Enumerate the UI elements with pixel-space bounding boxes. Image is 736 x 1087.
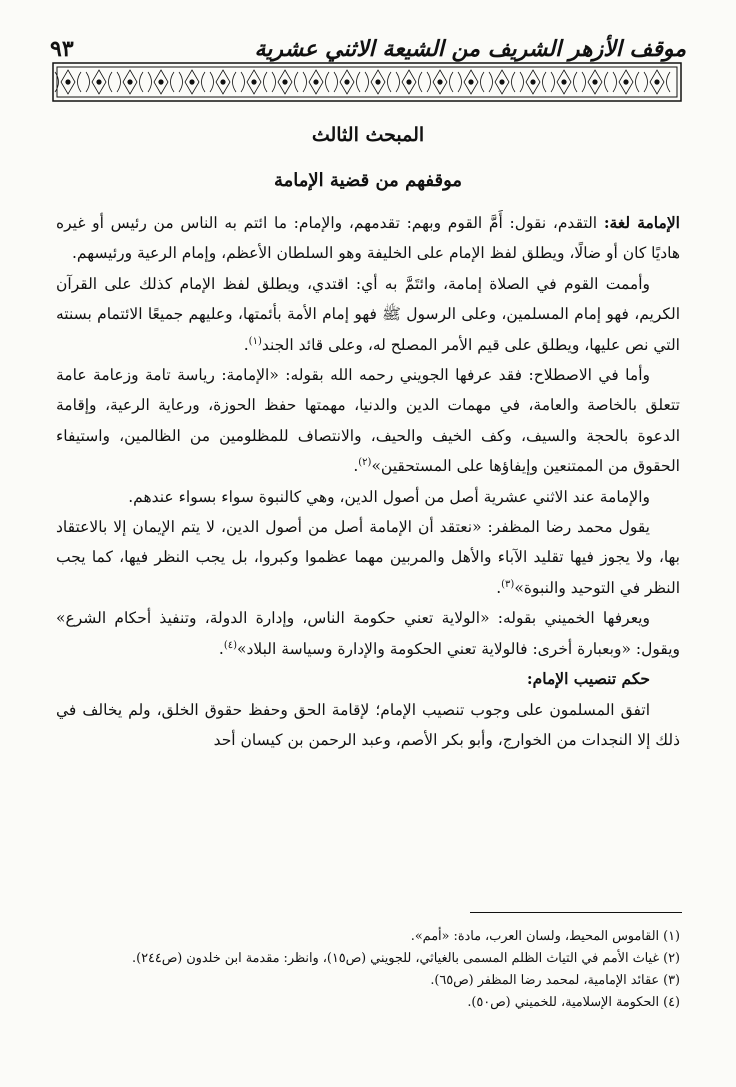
footnote-divider bbox=[470, 912, 682, 913]
ornament-dot bbox=[624, 80, 628, 84]
ornament-dot bbox=[500, 80, 504, 84]
subheading-imam-appointment: حكم تنصيب الإمام: bbox=[526, 669, 650, 689]
ornament-dot bbox=[469, 80, 473, 84]
ornament-dot bbox=[376, 80, 380, 84]
book-title: موقف الأزهر الشريف من الشيعة الاثني عشرية bbox=[254, 36, 686, 62]
body-text bbox=[56, 208, 680, 755]
paragraph-muzaffar-quote bbox=[56, 512, 680, 603]
ornament-dot bbox=[159, 80, 163, 84]
ornament-dot bbox=[345, 80, 349, 84]
ornament-dot bbox=[407, 80, 411, 84]
ornament-dot bbox=[221, 80, 225, 84]
decorative-border-ornament bbox=[52, 62, 682, 102]
paragraph-text: . bbox=[243, 335, 249, 354]
ornament-dot bbox=[252, 80, 256, 84]
running-header bbox=[50, 26, 686, 60]
term-label: الإمامة لغة: bbox=[603, 213, 680, 232]
footnote-3: (٣) عقائد الإمامية، لمحمد رضا المظفر (ص٦٥). bbox=[430, 973, 680, 988]
section-subtitle: موقفهم من قضية الإمامة bbox=[273, 170, 463, 191]
footnote-ref-3[interactable]: (٣) bbox=[501, 578, 515, 590]
ornament-dot bbox=[190, 80, 194, 84]
paragraph-text: يقول محمد رضا المظفر: «نعتقد أن الإمامة أصل من أصول الدين، لا يتم الإيمان إلا بالاعتقاد بها، ولا يجوز فيها تقليد الآباء والأهل والمربين مهما عظموا وكبروا، بل يجب النظر فيها، كما يجب النظر في التوحيد والنبوة» bbox=[56, 518, 680, 597]
ornament-dot bbox=[283, 80, 287, 84]
ornament-dot bbox=[128, 80, 132, 84]
paragraph-text: التقدم، نقول: أَمَّ القوم وبهم: تقدمهم، والإمام: ما ائتم به الناس من رئيس أو غيره هاديًا كان أو ضالًا، ويطلق لفظ الإمام على الخليفة وهو السلطان الأعظم، وإمام الرعية ورئيسهم. bbox=[56, 214, 680, 263]
ornament-dot bbox=[593, 80, 597, 84]
footnote-4: (٤) الحكومة الإسلامية، للخميني (ص٥٠). bbox=[467, 995, 680, 1010]
ornament-dot bbox=[438, 80, 442, 84]
paragraph-consensus: اتفق المسلمون على وجوب تنصيب الإمام؛ لإقامة الحق وحفظ حقوق الخلق، ولم يخالف في ذلك إلا النجدات من الخوارج، وأبو بكر الأصم، وعبد الرحمن بن كيسان أحد bbox=[56, 700, 680, 749]
footnote-ref-2[interactable]: (٢) bbox=[358, 457, 372, 469]
ornament-dot bbox=[562, 80, 566, 84]
paragraph-text: وأما في الاصطلاح: فقد عرفها الجويني رحمه الله بقوله: «الإمامة: رياسة تامة وزعامة عامة تتعلق بالخاصة والعامة، في مهمات الدين والدنيا، مهمتها حفظ الحوزة، ورعاية الرعية، وإقامة الدعوة بالحجة والسيف، وكف الخيف والحيف، والانتصاف للمظلومين من الظالمين، واستيفاء الحقوق من الممتنعين وإيفاؤها على المستحقين» bbox=[56, 366, 680, 476]
paragraph-definition-lexical bbox=[56, 208, 680, 269]
footnote-2: (٢) غياث الأمم في التياث الظلم المسمى بالغياثي، للجويني (ص١٥)، وانظر: مقدمة ابن خلدون (ص٢٤٤). bbox=[132, 951, 680, 966]
ornament-dot bbox=[531, 80, 535, 84]
footnotes bbox=[56, 926, 680, 1014]
paragraph-definition-technical bbox=[56, 360, 680, 482]
paragraph-text: . bbox=[218, 639, 224, 658]
ornament-dot bbox=[66, 80, 70, 84]
ornament-dot bbox=[655, 80, 659, 84]
paragraph-text: وأممت القوم في الصلاة إمامة، وائتَمَّ به أي: اقتدي، ويطلق لفظ الإمام كذلك على القرآن الكريم، فهو إمام المسلمين، وعلى الرسول ﷺ فهو إمام الأمة بأئمتها، وعليهم جميعًا الائتمام بسنته التي نص عليها، ويطلق على قيم الأمر المصلح له، وعلى قائد الجند bbox=[56, 274, 680, 354]
paragraph-text: . bbox=[353, 457, 359, 476]
footnote-1: (١) القاموس المحيط، ولسان العرب، مادة: «أمم». bbox=[410, 929, 680, 944]
ornament-dot bbox=[97, 80, 101, 84]
page-number: ٩٣ bbox=[50, 36, 74, 62]
section-title: المبحث الثالث bbox=[311, 124, 425, 146]
paragraph-text: ويعرفها الخميني بقوله: «الولاية تعني حكومة الناس، وإدارة الدولة، وتنفيذ أحكام الشرع» ويقول: «وبعبارة أخرى: فالولاية تعني الحكومة والإدارة وسياسة البلاد» bbox=[56, 609, 680, 658]
paragraph-imam-meanings bbox=[56, 269, 680, 360]
footnote-ref-4[interactable]: (٤) bbox=[223, 639, 237, 651]
paragraph-twelver-view: والإمامة عند الاثني عشرية أصل من أصول الدين، وهي كالنبوة سواء بسواء عندهم. bbox=[128, 487, 650, 506]
paragraph-text: . bbox=[496, 578, 502, 597]
paragraph-khomeini-quote bbox=[56, 603, 680, 664]
footnote-ref-1[interactable]: (١) bbox=[248, 335, 262, 347]
ornament-dot bbox=[314, 80, 318, 84]
